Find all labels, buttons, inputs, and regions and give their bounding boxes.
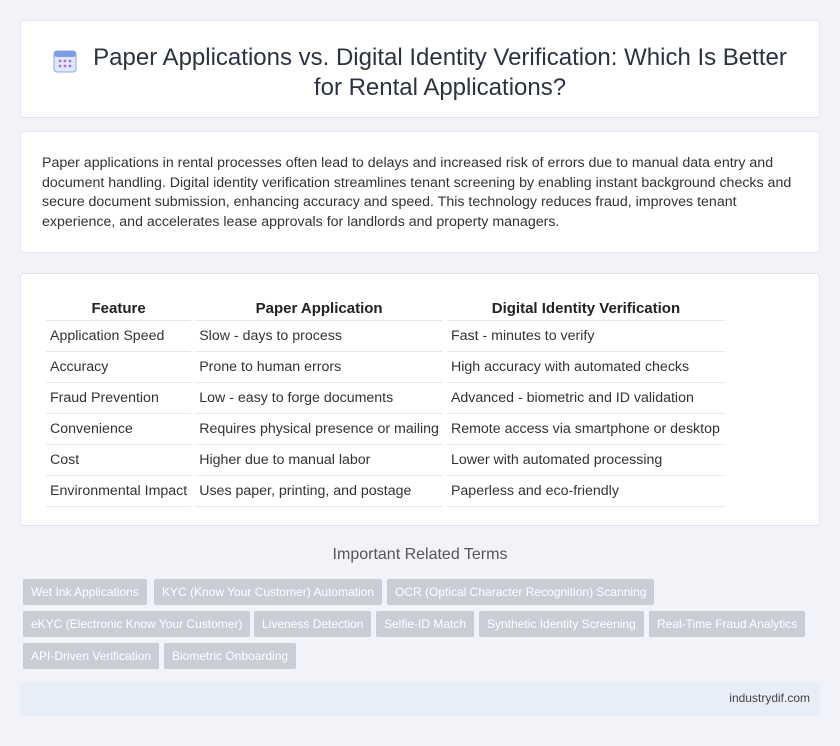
term-tag[interactable]: Synthetic Identity Screening <box>479 611 644 637</box>
table-cell: Remote access via smartphone or desktop <box>447 414 725 445</box>
table-cell: Application Speed <box>46 321 191 352</box>
term-tag[interactable]: OCR (Optical Character Recognition) Scanning <box>387 579 654 605</box>
term-tag[interactable]: KYC (Know Your Customer) Automation <box>154 579 382 605</box>
comparison-table <box>42 296 729 507</box>
footer <box>20 682 820 716</box>
title-card <box>20 20 820 118</box>
page-title: Paper Applications vs. Digital Identity Verification: Which Is Better for Rental Applications? <box>93 44 787 101</box>
intro-card <box>20 131 820 253</box>
table-cell: Fraud Prevention <box>46 383 191 414</box>
term-tag[interactable]: Selfie-ID Match <box>376 611 474 637</box>
table-header-row <box>46 296 725 321</box>
table-row <box>46 414 725 445</box>
table-cell: Cost <box>46 445 191 476</box>
table-cell: Convenience <box>46 414 191 445</box>
table-cell: Fast - minutes to verify <box>447 321 725 352</box>
table-cell: Advanced - biometric and ID validation <box>447 383 725 414</box>
term-tag[interactable]: eKYC (Electronic Know Your Customer) <box>23 611 250 637</box>
term-tag[interactable]: Real-Time Fraud Analytics <box>649 611 805 637</box>
table-row <box>46 383 725 414</box>
table-cell: Slow - days to process <box>195 321 443 352</box>
table-cell: Higher due to manual labor <box>195 445 443 476</box>
term-tag[interactable]: Wet Ink Applications <box>23 579 147 605</box>
table-row <box>46 321 725 352</box>
table-cell: Requires physical presence or mailing <box>195 414 443 445</box>
intro-paragraph: Paper applications in rental processes often lead to delays and increased risk of errors due to manual data entry and document handling. Digital identity verification streamlines tenant screening by enabling instant background checks and secure document submission, enhancing accuracy and speed. This technology reduces fraud, improves tenant experience, and accelerates lease approvals for landlords and property managers. <box>42 155 792 230</box>
table-cell: Paperless and eco-friendly <box>447 476 725 507</box>
table-cell: Prone to human errors <box>195 352 443 383</box>
column-header: Digital Identity Verification <box>447 296 725 321</box>
table-cell: Accuracy <box>46 352 191 383</box>
column-header: Paper Application <box>195 296 443 321</box>
related-terms-title: Important Related Terms <box>332 546 508 563</box>
calendar-grid-icon <box>51 47 79 75</box>
table-cell: Lower with automated processing <box>447 445 725 476</box>
table-row <box>46 476 725 507</box>
table-row <box>46 445 725 476</box>
column-header: Feature <box>46 296 191 321</box>
table-cell: High accuracy with automated checks <box>447 352 725 383</box>
table-row <box>46 352 725 383</box>
comparison-card <box>20 273 820 526</box>
table-cell: Environmental Impact <box>46 476 191 507</box>
term-tag[interactable]: Liveness Detection <box>254 611 371 637</box>
term-tag[interactable]: API-Driven Verification <box>23 643 159 669</box>
table-cell: Uses paper, printing, and postage <box>195 476 443 507</box>
footer-site-link[interactable]: industrydif.com <box>729 691 810 705</box>
term-tag[interactable]: Biometric Onboarding <box>164 643 296 669</box>
table-cell: Low - easy to forge documents <box>195 383 443 414</box>
